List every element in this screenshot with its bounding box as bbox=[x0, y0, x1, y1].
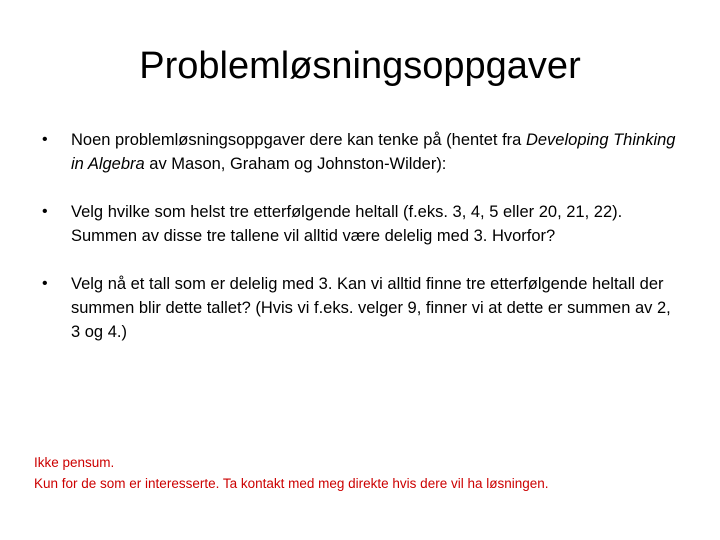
bullet-icon: • bbox=[42, 131, 48, 148]
bullet-icon: • bbox=[42, 275, 48, 292]
slide-title: Problemløsningsoppgaver bbox=[139, 45, 581, 87]
bullet-item bbox=[36, 200, 684, 248]
book-title: Developing Thinking in Algebra bbox=[71, 131, 676, 173]
bullet-text-post: av Mason, Graham og Johnston-Wilder): bbox=[144, 155, 447, 173]
bullet-icon: • bbox=[42, 203, 48, 220]
bullet-item bbox=[36, 272, 684, 344]
note-block bbox=[34, 452, 694, 494]
bullet-text: Velg hvilke som helst tre etterfølgende heltall (f.eks. 3, 4, 5 eller 20, 21, 22). Summen av disse tre tallene vil alltid være delelig med 3. Hvorfor? bbox=[71, 203, 623, 245]
bullet-list bbox=[36, 128, 684, 368]
bullet-text-pre: Noen problemløsningsoppgaver dere kan tenke på (hentet fra bbox=[71, 131, 526, 149]
bullet-item bbox=[36, 128, 684, 176]
note-line-1: Ikke pensum. bbox=[34, 455, 115, 470]
note-line-2: Kun for de som er interesserte. Ta kontakt med meg direkte hvis dere vil ha løsningen. bbox=[34, 476, 549, 491]
bullet-text: Velg nå et tall som er delelig med 3. Kan vi alltid finne tre etterfølgende heltall der summen blir dette tallet? (Hvis vi f.eks. velger 9, finner vi at dette er summen av 2, 3 og 4.) bbox=[71, 275, 671, 341]
